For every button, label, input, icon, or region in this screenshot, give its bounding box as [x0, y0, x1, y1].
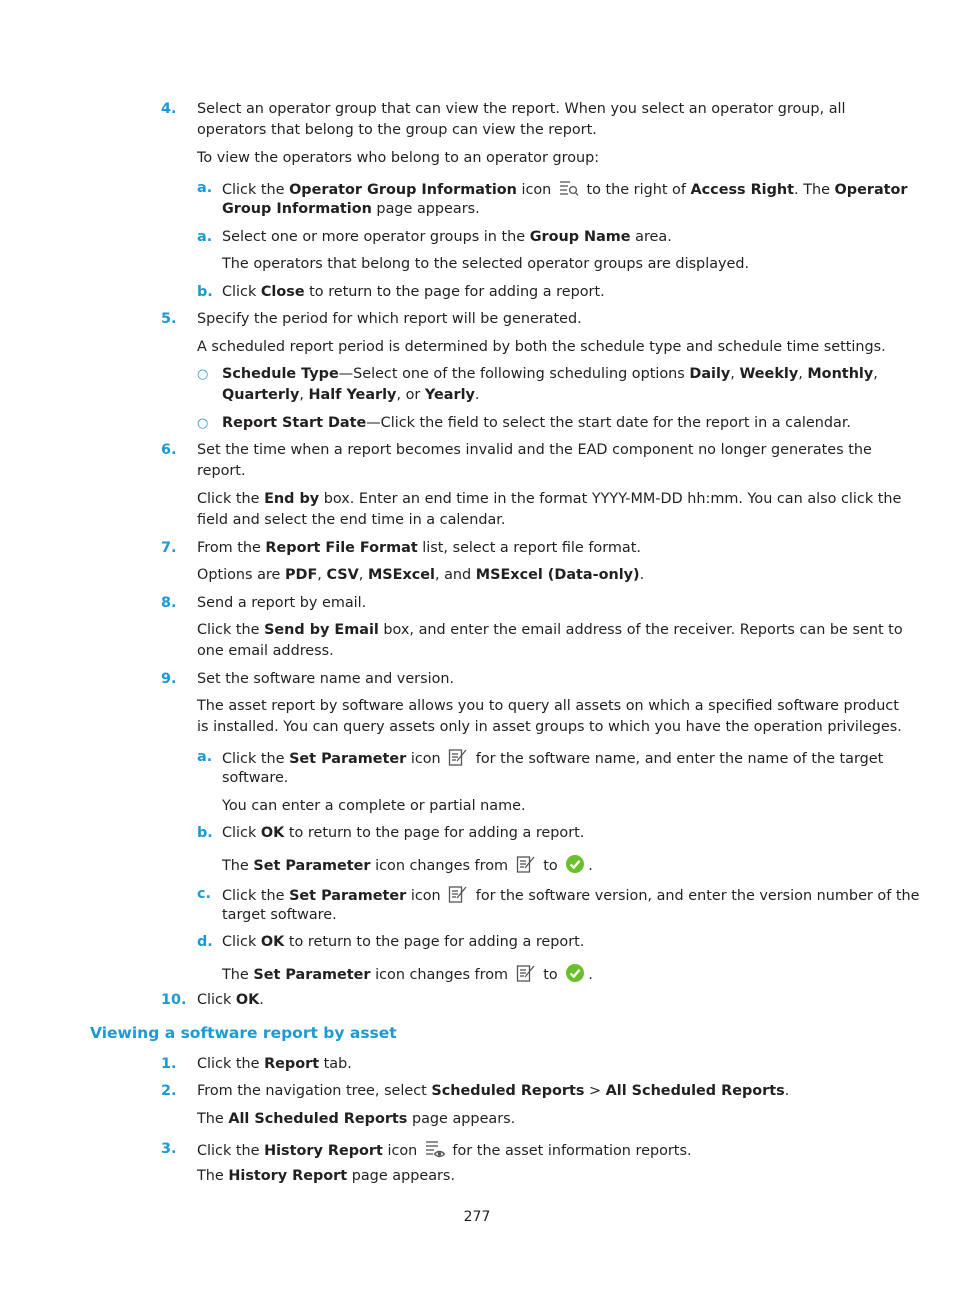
step-text: Click the Report tab. — [197, 1056, 352, 1072]
substep-text: Group Information page appears. — [222, 201, 480, 217]
paragraph: The All Scheduled Reports page appears. — [197, 1111, 516, 1127]
bullet-circle: ○ — [197, 416, 209, 431]
paragraph: A scheduled report period is determined by both the schedule type and schedule time settings. — [197, 339, 886, 355]
step-text: report. — [197, 463, 246, 479]
step-text: operators that belong to the group can view the report. — [197, 122, 597, 138]
substep-text: Click the Operator Group Information icon to the right of Access Right. The Operator — [222, 178, 908, 201]
paragraph: Options are PDF, CSV, MSExcel, and MSExcel (Data-only). — [197, 567, 645, 583]
paragraph: one email address. — [197, 643, 334, 659]
edit-note-icon — [516, 963, 536, 983]
paragraph: To view the operators who belong to an operator group: — [197, 150, 600, 166]
paragraph: You can enter a complete or partial name. — [222, 798, 526, 814]
step-text: Specify the period for which report will be generated. — [197, 311, 582, 327]
paragraph: field and select the end time in a calendar. — [197, 512, 506, 528]
step-number: 8. — [161, 595, 177, 611]
substep-text: Click the Set Parameter icon for the software name, and enter the name of the target — [222, 747, 883, 770]
paragraph: The Set Parameter icon changes from to . — [222, 963, 593, 986]
substep-text: Click OK to return to the page for adding a report. — [222, 934, 585, 950]
paragraph: Click the Send by Email box, and enter the email address of the receiver. Reports can be sent to — [197, 622, 903, 638]
step-number: 9. — [161, 671, 177, 687]
substep-letter: b. — [197, 825, 213, 841]
substep-text: software. — [222, 770, 289, 786]
bullet-text: Quarterly, Half Yearly, or Yearly. — [222, 387, 480, 403]
step-text: Send a report by email. — [197, 595, 367, 611]
step-text: Click the History Report icon for the asset information reports. — [197, 1139, 692, 1162]
paragraph: The operators that belong to the selected operator groups are displayed. — [222, 256, 750, 272]
paragraph: The asset report by software allows you to query all assets on which a specified software product — [197, 698, 899, 714]
step-number: 5. — [161, 311, 177, 327]
step-number: 3. — [161, 1141, 177, 1157]
step-number: 6. — [161, 442, 177, 458]
step-text: Select an operator group that can view the report. When you select an operator group, all — [197, 101, 846, 117]
substep-letter: d. — [197, 934, 213, 950]
step-number: 2. — [161, 1083, 177, 1099]
paragraph: The Set Parameter icon changes from to . — [222, 854, 593, 877]
substep-letter: a. — [197, 180, 213, 196]
bullet-circle: ○ — [197, 367, 209, 382]
step-number: 7. — [161, 540, 177, 556]
list-eye-icon — [425, 1139, 445, 1159]
step-number: 10. — [161, 992, 187, 1008]
paragraph: The History Report page appears. — [197, 1168, 455, 1184]
step-text: Set the time when a report becomes invalid and the EAD component no longer generates the — [197, 442, 872, 458]
list-search-icon — [559, 178, 579, 198]
step-text: Set the software name and version. — [197, 671, 455, 687]
substep-text: Click OK to return to the page for adding a report. — [222, 825, 585, 841]
edit-note-icon — [448, 747, 468, 767]
green-check-circle-icon — [565, 963, 585, 983]
substep-letter: c. — [197, 886, 211, 902]
paragraph: is installed. You can query assets only in asset groups to which you have the operation privileges. — [197, 719, 902, 735]
substep-text: Click the Set Parameter icon for the software version, and enter the version number of the — [222, 884, 919, 907]
step-number: 1. — [161, 1056, 177, 1072]
substep-letter: a. — [197, 229, 213, 245]
edit-note-icon — [448, 884, 468, 904]
substep-letter: a. — [197, 749, 213, 765]
section-heading: Viewing a software report by asset — [90, 1024, 397, 1042]
substep-text: Select one or more operator groups in the Group Name area. — [222, 229, 672, 245]
bullet-text: Report Start Date—Click the field to select the start date for the report in a calendar. — [222, 415, 851, 431]
step-text: Click OK. — [197, 992, 264, 1008]
green-check-circle-icon — [565, 854, 585, 874]
paragraph: Click the End by box. Enter an end time in the format YYYY-MM-DD hh:mm. You can also click the — [197, 491, 902, 507]
substep-text: target software. — [222, 907, 337, 923]
substep-letter: b. — [197, 284, 213, 300]
page-number: 277 — [463, 1209, 491, 1225]
substep-text: Click Close to return to the page for adding a report. — [222, 284, 605, 300]
bullet-text: Schedule Type—Select one of the following scheduling options Daily, Weekly, Monthly, — [222, 366, 878, 382]
step-text: From the navigation tree, select Scheduled Reports > All Scheduled Reports. — [197, 1083, 790, 1099]
step-text: From the Report File Format list, select a report file format. — [197, 540, 641, 556]
edit-note-icon — [516, 854, 536, 874]
step-number: 4. — [161, 101, 177, 117]
